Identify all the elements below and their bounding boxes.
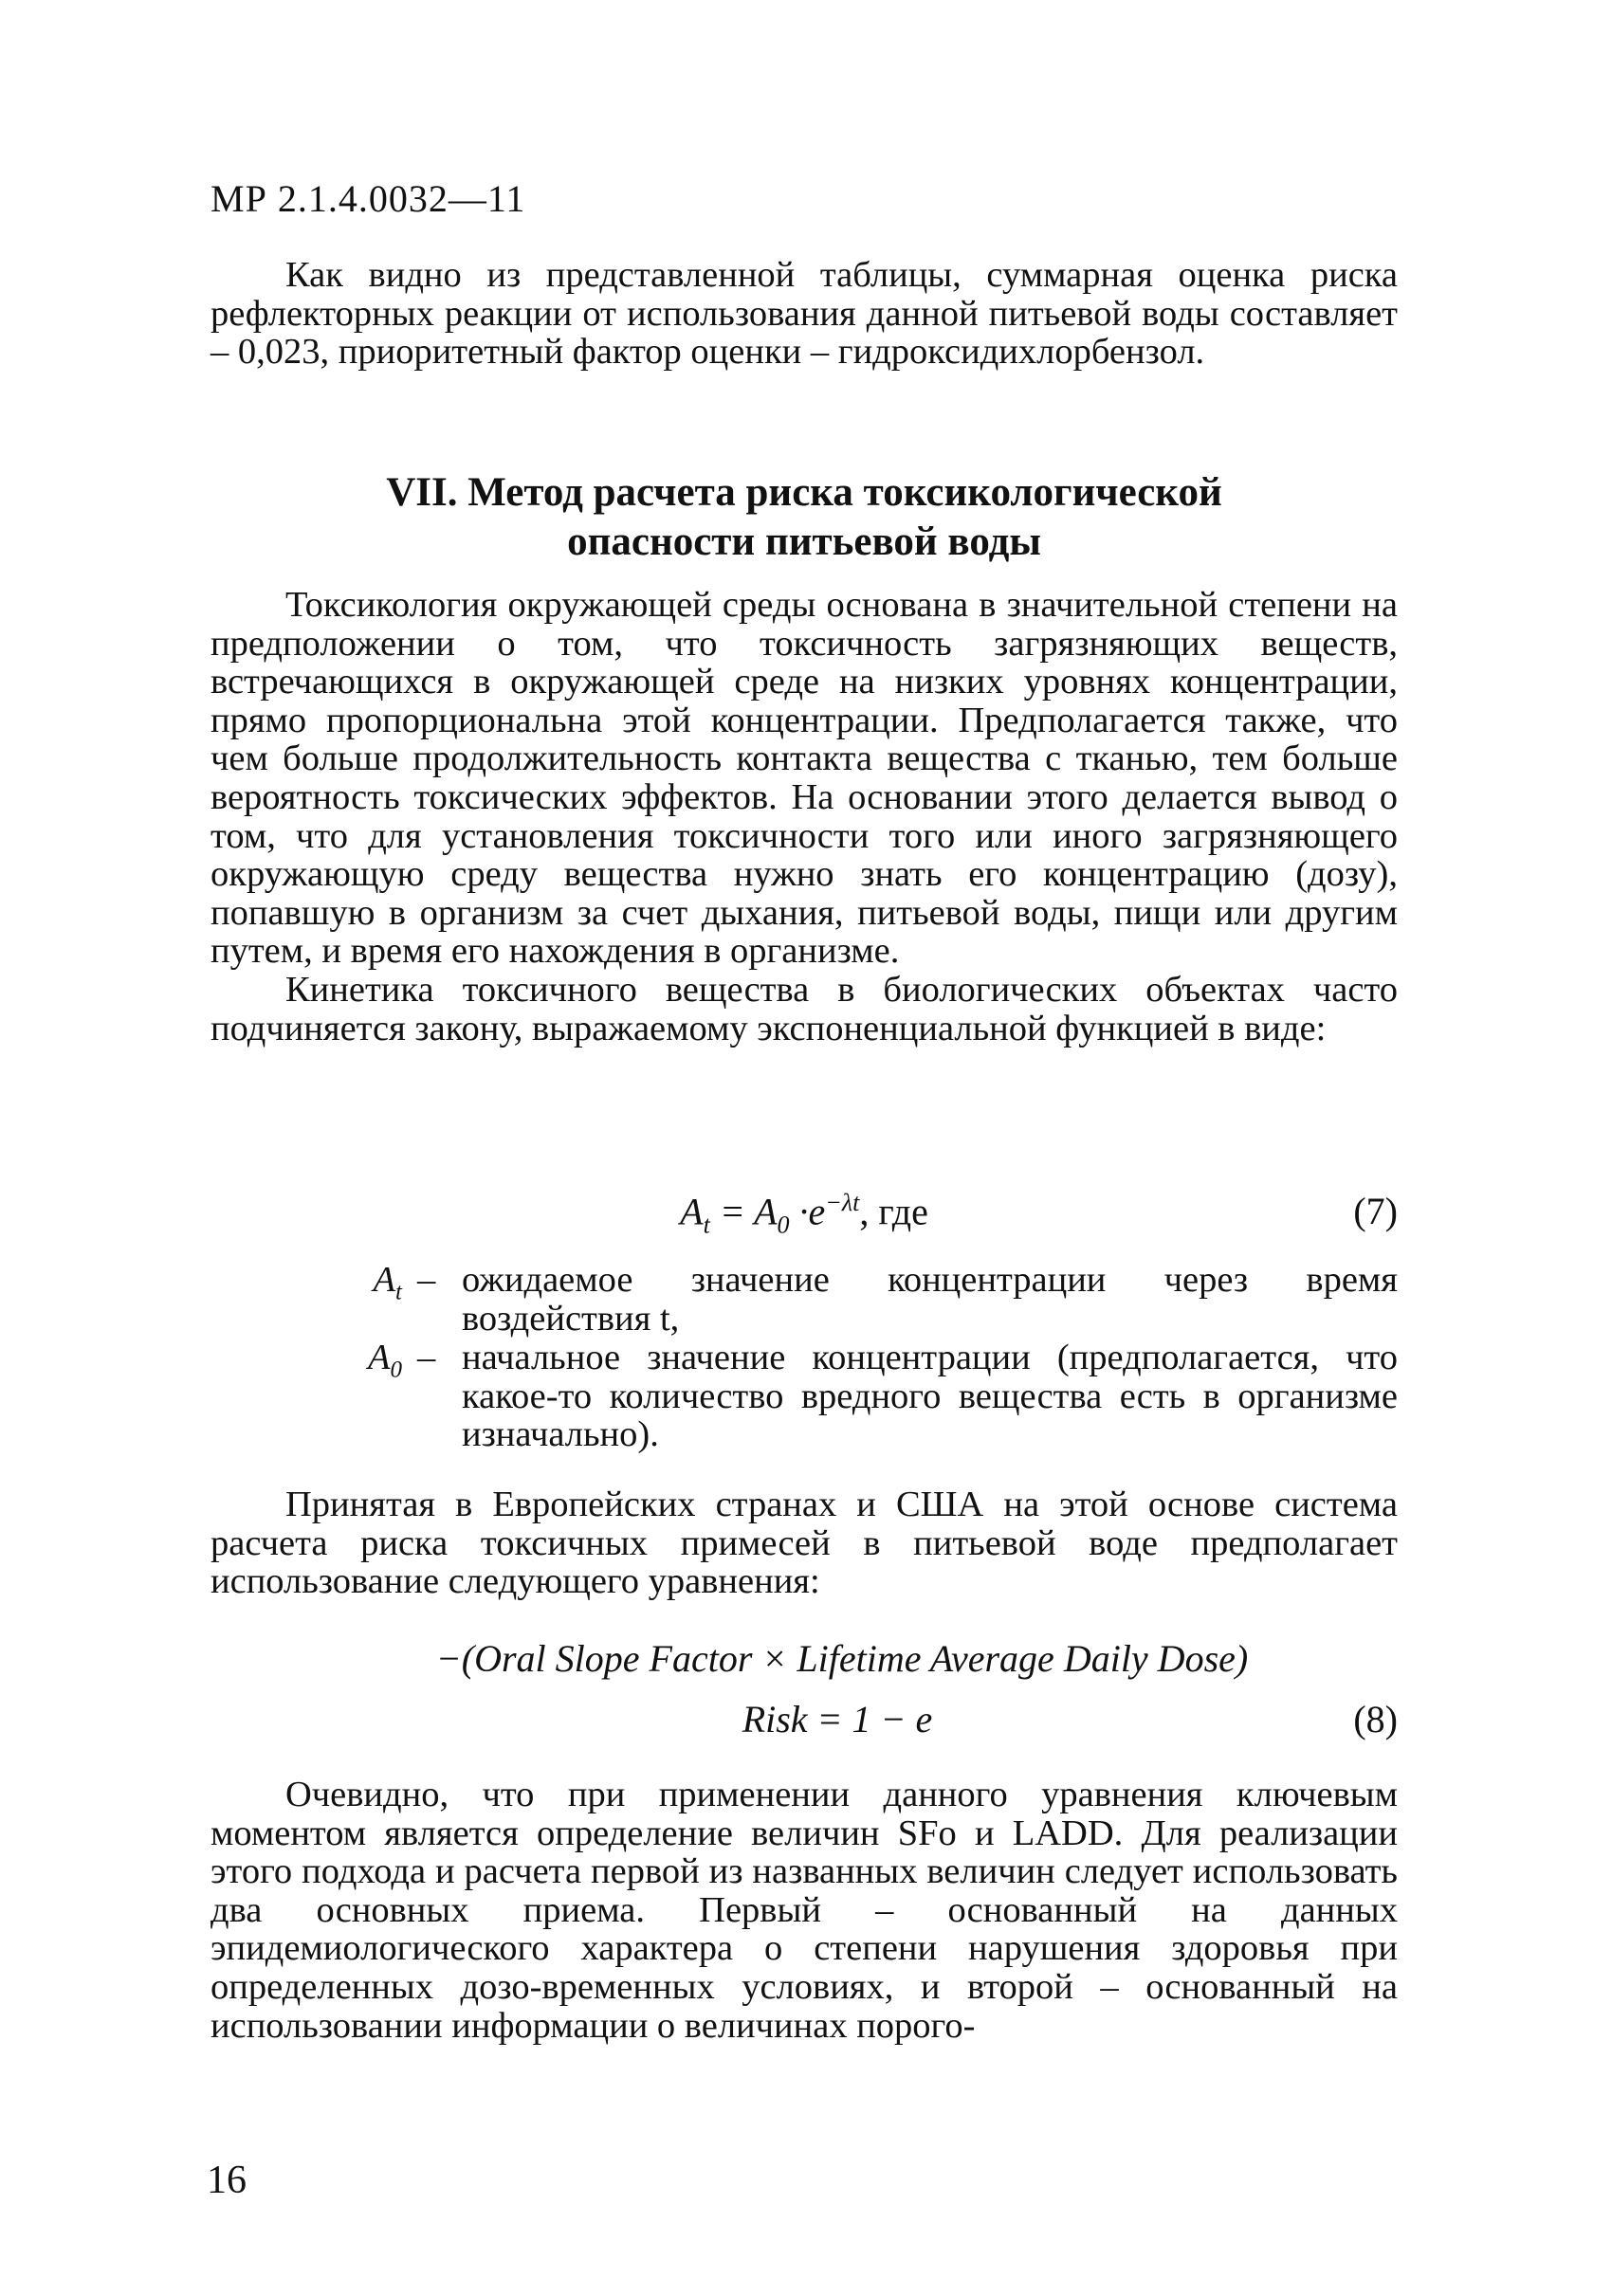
body-paragraph-4: Очевидно, что при применении данного уравнения ключевым моментом является определение величин SFo и LADD. Для реализации этого подхода и расчета первой из названных величин следует использовать два основных приема. Первый – основанный на данных эпидемиологического характера о степени нарушения здоровья при определенных дозо-временных условиях, и второй – основанный на использовании информации о величинах порого- [211, 1775, 1398, 2046]
formula-8-number: (8) [1353, 1698, 1398, 1740]
definition-text-a0: начальное значение концентрации (предполагается, что какое-то количество вредного вещества есть в организме изначально). [462, 1338, 1398, 1455]
formula-7 [211, 1189, 1398, 1239]
formula-7-exp-base: ·e [789, 1190, 826, 1233]
definition-row-a0 [211, 1339, 1398, 1456]
formula-7-exponent: −λt [825, 1189, 860, 1216]
formula-7-lhs: A [680, 1190, 704, 1233]
formula-8-expression: Risk = 1 − e [742, 1698, 933, 1740]
definition-row-at [211, 1261, 1398, 1339]
intro-paragraph-block [211, 256, 1398, 372]
definition-dash: – [417, 1338, 436, 1377]
formula-7-where: , где [859, 1190, 928, 1233]
formula-8-exponent: −(Oral Slope Factor × Lifetime Average Daily Dose) [435, 1637, 1249, 1680]
formula-7-a0: A [754, 1190, 778, 1233]
body-paragraphs-block [211, 586, 1398, 1048]
section-title-line1: VII. Метод расчета риска токсикологической [386, 470, 1222, 515]
page-number: 16 [207, 2159, 247, 2202]
section-title-line2: опасности питьевой воды [567, 519, 1041, 564]
body-paragraph-4-block [211, 1776, 1398, 2045]
body-paragraph-3: Принятая в Европейских странах и США на этой основе система расчета риска токсичных примесей в питьевой воде предполагает использование следующего уравнения: [211, 1485, 1398, 1602]
intro-paragraph: Как видно из представленной таблицы, суммарная оценка риска рефлекторных реакции от использования данной питьевой воды составляет – 0,023, приоритетный фактор оценки – гидроксидихлорбензол. [211, 255, 1398, 373]
definition-symbol-a0: $A_0$ [367, 1338, 402, 1383]
definition-dash: – [417, 1260, 436, 1300]
body-paragraph-2: Кинетика токсичного вещества в биологических объектах часто подчиняется закону, выражаемому экспоненциальной функцией в виде: [211, 969, 1398, 1048]
formula-7-expression [211, 1189, 1398, 1239]
definition-text-at: ожидаемое значение концентрации через время воздействия t, [462, 1260, 1398, 1339]
document-code: МР 2.1.4.0032—11 [211, 177, 526, 220]
definition-symbol-at: $A_t$ [373, 1260, 402, 1305]
body-paragraph-1: Токсикология окружающей среды основана в значительной степени на предположении о том, что токсичность загрязняющих веществ, встречающихся в окружающей среде на низких уровнях концентрации, прямо пропорциональна этой концентрации. Предполагается также, что чем больше продолжительность контакта вещества с тканью, тем больше вероятность токсических эффектов. На основании этого делается вывод о том, что для установления токсичности того или иного загрязняющего окружающую среду вещества нужно знать его концентрацию (дозу), попавшую в организм за счет дыхания, питьевой воды, пищи или другим путем, и время его нахождения в организме. [211, 585, 1398, 972]
formula-7-equals: = [709, 1190, 755, 1233]
formula-7-a0-sub: 0 [777, 1211, 790, 1239]
formula-7-number: (7) [1353, 1190, 1398, 1232]
formula-8 [211, 1697, 1398, 1742]
body-paragraph-3-block [211, 1485, 1398, 1601]
formula-7-lhs-sub: t [703, 1211, 710, 1239]
section-heading [211, 468, 1398, 567]
